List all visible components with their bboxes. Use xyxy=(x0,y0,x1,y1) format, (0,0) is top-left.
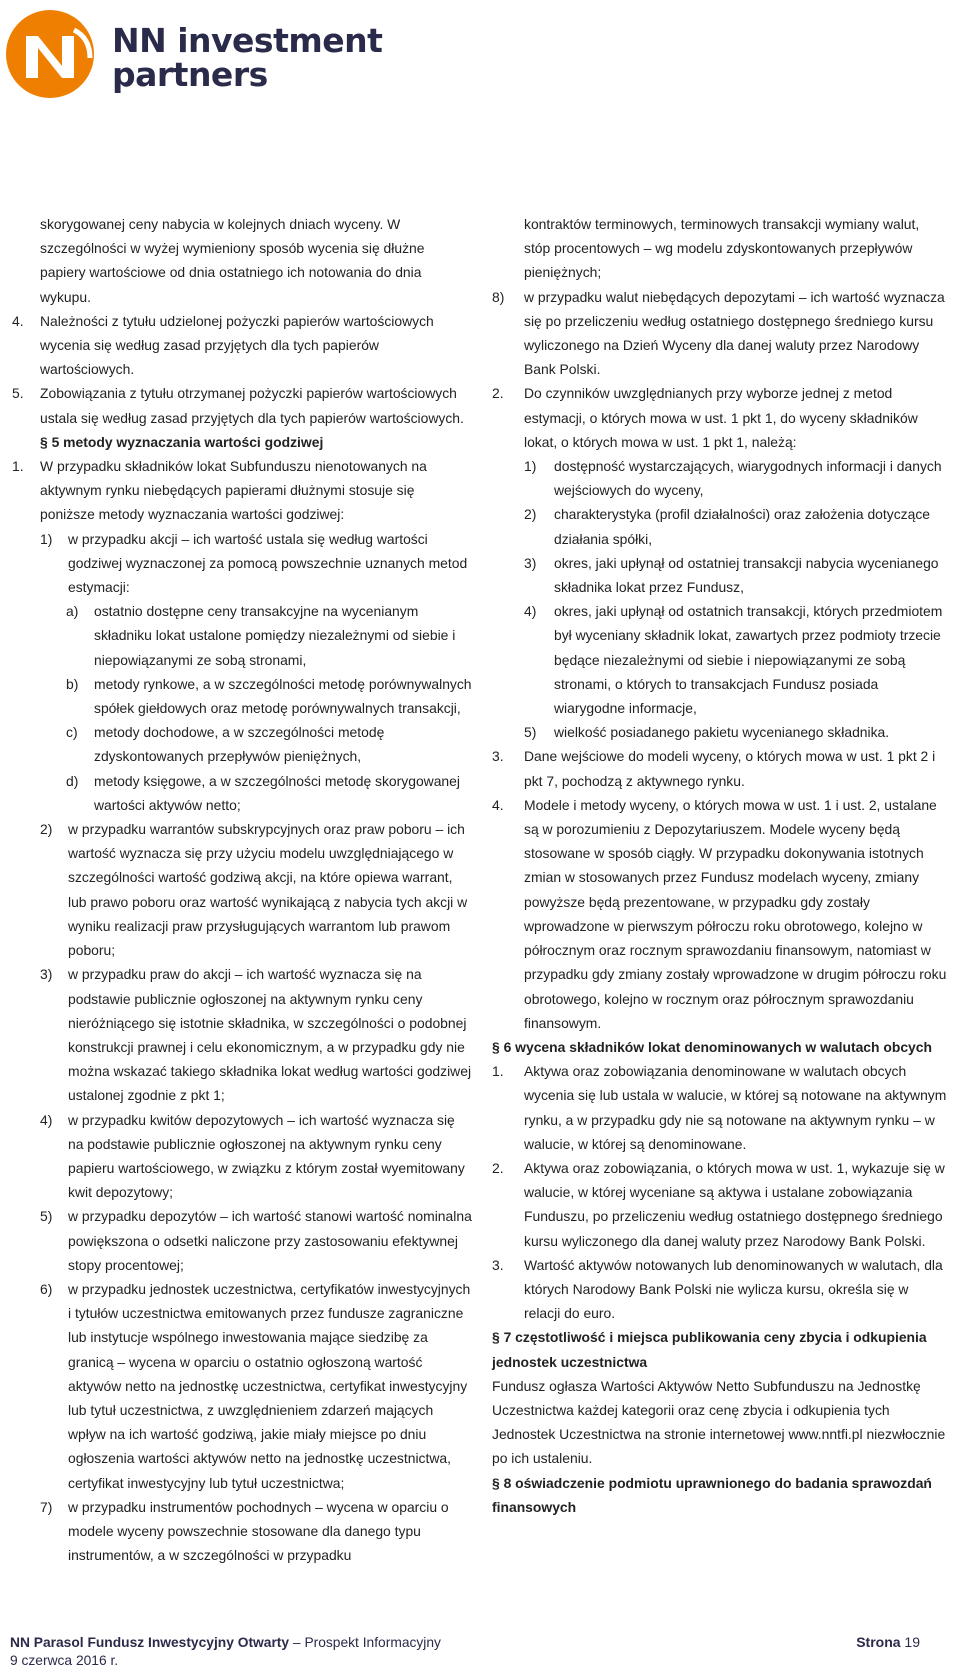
paragraph-5 xyxy=(12,381,472,429)
paragraph-text: W przypadku składników lokat Subfunduszu nienotowanych na aktywnym rynku niebędących papierami dłużnymi stosuje się poniższe metody wyznaczania wartości godziwej: xyxy=(40,458,427,523)
list-item xyxy=(524,551,947,599)
nn-logo xyxy=(4,8,383,104)
item-number: 2) xyxy=(524,506,537,523)
paragraph-text: Aktywa oraz zobowiązania denominowane w walutach obcych wycenia się lub ustala w walucie, w której są notowane na aktywnym rynku, a w przypadku gdy nie są notowane na aktywnym rynku – w walucie, w której są denominowane. xyxy=(524,1063,947,1152)
page-number: 19 xyxy=(904,1634,920,1650)
paragraph-text: Zobowiązania z tytułu otrzymanej pożyczki papierów wartościowych ustala się według zasad przyjętych dla tych papierów wartościowych. xyxy=(40,385,464,426)
item-number: 6) xyxy=(40,1280,53,1297)
section-8-heading: § 8 oświadczenie podmiotu uprawnionego do badania sprawozdań finansowych xyxy=(492,1474,932,1515)
paragraph-number: 1. xyxy=(12,458,24,475)
paragraph-1 xyxy=(12,454,472,527)
footer-title-line xyxy=(10,1634,441,1652)
item-letter: a) xyxy=(66,603,79,620)
fund-name: NN Parasol Fundusz Inwestycyjny Otwarty xyxy=(10,1635,290,1650)
list-item xyxy=(40,527,472,600)
paragraph-4 xyxy=(492,793,947,1035)
section-7-heading: § 7 częstotliwość i miejsca publikowania ceny zbycia i odkupienia jednostek uczestnictwa xyxy=(492,1329,927,1370)
item-letter: d) xyxy=(66,772,79,789)
paragraph-number: 5. xyxy=(12,385,24,402)
list-item xyxy=(40,1108,472,1205)
item-number: 4) xyxy=(40,1111,53,1128)
page-label: Strona xyxy=(856,1634,901,1650)
section-6-heading: § 6 wycena składników lokat denominowanych w walutach obcych xyxy=(492,1038,932,1055)
list-item xyxy=(40,962,472,1107)
footer-left xyxy=(10,1634,441,1670)
item-text: w przypadku kwitów depozytowych – ich wartość wyznacza się na podstawie publicznie ogłoszonej na aktywnym rynku ceny papieru wartościowego, w związku z którym został wyemitowany kwit depozytowy; xyxy=(68,1111,465,1201)
item-number: 1) xyxy=(524,458,537,475)
list-item xyxy=(40,817,472,962)
item-text: w przypadku walut niebędących depozytami – ich wartość wyznacza się po przeliczeniu według ostatniego dostępnego średniego kursu wyliczonego na Dzień Wyceny dla danej waluty przez Narodowy Bank Polski. xyxy=(524,288,945,378)
paragraph-2 xyxy=(492,381,947,454)
nn-lion-emblem-icon xyxy=(4,8,100,104)
document-type: Prospekt Informacyjny xyxy=(304,1635,441,1650)
paragraph-text: Wartość aktywów notowanych lub denominowanych w walutach, dla których Narodowy Bank Polski nie wylicza kursu, określa się w relacji do euro. xyxy=(524,1256,943,1322)
item-text: w przypadku praw do akcji – ich wartość wyznacza się na podstawie publicznie ogłoszonej na aktywnym rynku ceny nieróżniącego się istotnie składnika, w szczególności o podobnej konstrukcji prawnej i celu ekonomicznym, a w przypadku gdy nie można wskazać takiego składnika lokat według wartości godziwej ustalonej zgodnie z pkt 1; xyxy=(68,966,472,1104)
paragraph-2 xyxy=(492,1156,947,1253)
item-text: metody dochodowe, a w szczególności metodę zdyskontowanych przepływów pieniężnych, xyxy=(94,724,385,765)
section-7-text: Fundusz ogłasza Wartości Aktywów Netto Subfunduszu na Jednostkę Uczestnictwa każdej kategorii oraz cenę zbycia i odkupienia tych Jednostek Uczestnictwa na stronie internetowej www.nntfi.pl niezwłocznie po ich ustaleniu. xyxy=(492,1377,946,1467)
sub-list-item xyxy=(66,720,472,768)
list-item xyxy=(40,1277,472,1495)
item-text: okres, jaki upłynął od ostatnich transakcji, których przedmiotem był wyceniany składnik lokat, zawartych przez podmioty trzecie będące niezależnymi od siebie i niepowiązanymi ze sobą stronami, o których to transakcjach Fundusz posiada wiarygodne informacje, xyxy=(554,603,943,717)
continued-item-text xyxy=(524,212,947,285)
item-text: okres, jaki upłynął od ostatniej transakcji nabycia wycenianego składnika lokat przez Fundusz, xyxy=(554,554,939,596)
paragraph-text: Do czynników uwzględnianych przy wyborze jednej z metod estymacji, o których mowa w ust. 1 pkt 1, do wyceny składników lokat, o których mowa w ust. 1 pkt 1, należą: xyxy=(524,385,918,450)
paragraph-number: 1. xyxy=(492,1063,504,1080)
item-number: 3) xyxy=(524,554,537,571)
item-number: 4) xyxy=(524,603,537,620)
item-text: w przypadku depozytów – ich wartość stanowi wartość nominalna powiększona o odsetki naliczone przy zastosowaniu efektywnej stopy procentowej; xyxy=(68,1208,472,1273)
item-number: 8) xyxy=(492,288,505,305)
list-item xyxy=(492,285,947,382)
paragraph-number: 2. xyxy=(492,1159,504,1176)
item-text: metody rynkowe, a w szczególności metodę porównywalnych spółek giełdowych oraz metodę porównywalnych transakcji, xyxy=(94,675,472,717)
item-number: 2) xyxy=(40,821,53,838)
item-text: metody księgowe, a w szczególności metodę skorygowanej wartości aktywów netto; xyxy=(94,772,460,813)
item-text: kontraktów terminowych, terminowych transakcji wymiany walut, stóp procentowych – wg modelu zdyskontowanych przepływów pieniężnych; xyxy=(524,216,920,281)
section-5-heading: § 5 metody wyznaczania wartości godziwej xyxy=(40,433,324,450)
item-text: w przypadku instrumentów pochodnych – wycena w oparciu o modele wyceny powszechnie stosowane dla danego typu instrumentów, a w szczególności w przypadku xyxy=(68,1498,449,1564)
right-column xyxy=(492,212,947,1519)
continued-paragraph: skorygowanej ceny nabycia w kolejnych dniach wyceny. W szczególności w wyżej wymieniony sposób wycenia się dłużne papiery wartościowe od dnia ostatniego ich notowania do dnia wykupu. xyxy=(40,216,425,305)
item-text: wielkość posiadanego pakietu wycenianego składnika. xyxy=(554,724,890,741)
paragraph-4 xyxy=(12,309,472,382)
item-text: w przypadku warrantów subskrypcyjnych oraz praw poboru – ich wartość wyznacza się przy użyciu modelu uwzględniającego w szczególności wartość godziwą akcji, na które opiewa warrant, lub prawo poboru oraz wartość wynikającą z nabycia tych akcji w wyniku realizacji praw przysługujących warrantom lub prawom poboru; xyxy=(68,821,468,959)
paragraph-1 xyxy=(492,1059,947,1156)
paragraph-text: Aktywa oraz zobowiązania, o których mowa w ust. 1, wykazuje się w walucie, w której wyceniane są aktywa i ustalane zobowiązania Funduszu, po przeliczeniu według ostatniego dostępnego średniego kursu wyliczonego dla danej waluty przez Narodowy Bank Polski. xyxy=(524,1159,945,1249)
item-text: w przypadku akcji – ich wartość ustala się według wartości godziwej wyznaczonej za pomocą powszechnie uznanych metod estymacji: xyxy=(68,530,468,596)
item-number: 5) xyxy=(524,724,537,741)
brand-name-line2: partners xyxy=(112,55,268,94)
list-item xyxy=(524,502,947,550)
list-item xyxy=(524,720,947,744)
item-text: w przypadku jednostek uczestnictwa, certyfikatów inwestycyjnych i tytułów uczestnictwa emitowanych przez fundusze zagraniczne lub instytucje wspólnego inwestowania mające siedzibę za granicą – wycena w oparciu o ostatnio ogłoszoną wartość aktywów netto na jednostkę uczestnictwa, certyfikat inwestycyjny lub tytuł uczestnictwa, z uwzględnieniem zdarzeń mających wpływ na ich wartość godziwą, jakie miały miejsce po dniu ogłoszenia wartości aktywów netto na jednostkę uczestnictwa, certyfikat inwestycyjny lub tytuł uczestnictwa; xyxy=(68,1280,471,1491)
item-number: 7) xyxy=(40,1498,53,1515)
item-number: 5) xyxy=(40,1208,53,1225)
item-letter: c) xyxy=(66,724,78,741)
brand-name-line1: NN investment xyxy=(112,21,383,60)
item-text: dostępność wystarczających, wiarygodnych informacji i danych wejściowych do wyceny, xyxy=(554,458,942,499)
list-item xyxy=(524,599,947,720)
item-number: 3) xyxy=(40,966,53,983)
paragraph-3 xyxy=(492,1253,947,1326)
paragraph-number: 4. xyxy=(492,796,504,813)
item-letter: b) xyxy=(66,675,79,692)
sub-list-item xyxy=(66,599,472,672)
list-item xyxy=(524,454,947,502)
item-number: 1) xyxy=(40,530,53,547)
item-text: ostatnio dostępne ceny transakcyjne na wycenianym składniku lokat ustalone pomiędzy niezależnymi od siebie i niepowiązanymi ze sobą stronami, xyxy=(94,603,456,668)
list-item xyxy=(40,1495,472,1568)
document-date: 9 czerwca 2016 r. xyxy=(10,1653,119,1668)
list-item xyxy=(40,1204,472,1277)
left-column xyxy=(12,212,472,1567)
sub-list-item xyxy=(66,769,472,817)
paragraph-3 xyxy=(492,744,947,792)
item-text: charakterystyka (profil działalności) oraz założenia dotyczące działania spółki, xyxy=(554,506,930,547)
page-number-label xyxy=(856,1634,920,1650)
paragraph-number: 3. xyxy=(492,1256,504,1273)
paragraph-number: 2. xyxy=(492,385,504,402)
paragraph-number: 4. xyxy=(12,312,24,329)
paragraph-text: Modele i metody wyceny, o których mowa w ust. 1 i ust. 2, ustalane są w porozumieniu z Depozytariuszem. Modele wyceny będą stosowane w sposób ciągły. W przypadku dokonywania istotnych zmian w stosowanych przez Fundusz modelach wyceny, zmiany powyższe będą prezentowane, w przypadku gdy zostały wprowadzone w pierwszym półroczu roku obrotowego, kolejno w półrocznym oraz rocznym sprawozdaniu finansowym, natomiast w przypadku gdy zmiany zostały wprowadzone w drugim półroczu roku obrotowego, kolejno w rocznym oraz półrocznym sprawozdaniu finansowym. xyxy=(524,796,947,1031)
paragraph-number: 3. xyxy=(492,748,504,765)
paragraph-text: Należności z tytułu udzielonej pożyczki papierów wartościowych wycenia się według zasad przyjętych dla tych papierów wartościowych. xyxy=(40,312,434,378)
sub-list-item xyxy=(66,672,472,720)
paragraph-text: Dane wejściowe do modeli wyceny, o których mowa w ust. 1 pkt 2 i pkt 7, pochodzą z aktywnego rynku. xyxy=(524,748,936,789)
footer-separator: – xyxy=(292,1635,305,1650)
